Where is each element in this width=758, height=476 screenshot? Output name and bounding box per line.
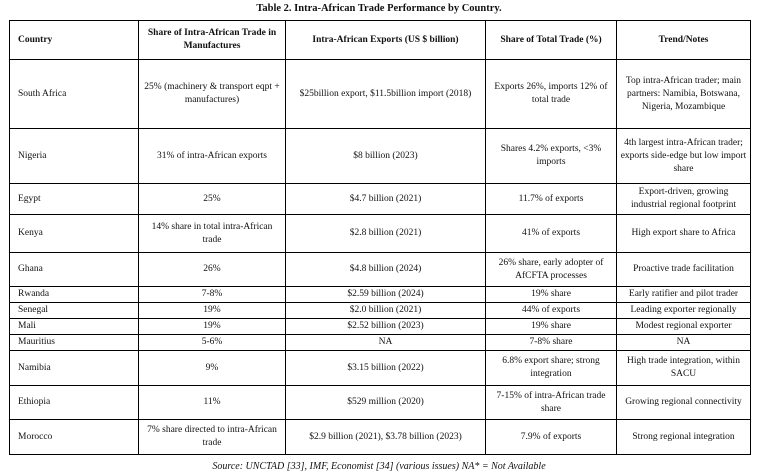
table-row bbox=[10, 215, 751, 253]
cell-country: Mauritius bbox=[10, 335, 139, 351]
cell-total-trade-share: 6.8% export share; strong integration bbox=[486, 351, 617, 386]
cell-total-trade-share: 7-15% of intra-African trade share bbox=[486, 386, 617, 420]
cell-total-trade-share: 7.9% of exports bbox=[486, 420, 617, 455]
cell-manufactures-share: 7% share directed to intra-African trade bbox=[139, 420, 286, 455]
trade-table bbox=[9, 20, 751, 455]
table-row bbox=[10, 351, 751, 386]
cell-manufactures-share: 31% of intra-African exports bbox=[139, 129, 286, 184]
cell-country: Morocco bbox=[10, 420, 139, 455]
table-row bbox=[10, 420, 751, 455]
cell-total-trade-share: 26% share, early adopter of AfCFTA processes bbox=[486, 253, 617, 287]
cell-total-trade-share: 44% of exports bbox=[486, 303, 617, 319]
table-row bbox=[10, 60, 751, 129]
cell-trend-notes: Growing regional connectivity bbox=[617, 386, 751, 420]
cell-exports: $2.9 billion (2021), $3.78 billion (2023) bbox=[286, 420, 486, 455]
header-total-trade-share: Share of Total Trade (%) bbox=[486, 21, 617, 60]
cell-manufactures-share: 11% bbox=[139, 386, 286, 420]
cell-total-trade-share: 11.7% of exports bbox=[486, 184, 617, 215]
cell-country: Nigeria bbox=[10, 129, 139, 184]
cell-exports: $4.8 billion (2024) bbox=[286, 253, 486, 287]
cell-country: Rwanda bbox=[10, 287, 139, 303]
cell-manufactures-share: 25% bbox=[139, 184, 286, 215]
cell-total-trade-share: 19% share bbox=[486, 287, 617, 303]
cell-country: Senegal bbox=[10, 303, 139, 319]
cell-exports: $8 billion (2023) bbox=[286, 129, 486, 184]
cell-exports: $2.52 billion (2023) bbox=[286, 319, 486, 335]
table-row bbox=[10, 319, 751, 335]
table-row bbox=[10, 335, 751, 351]
cell-trend-notes: Strong regional integration bbox=[617, 420, 751, 455]
cell-total-trade-share: 41% of exports bbox=[486, 215, 617, 253]
cell-country: Kenya bbox=[10, 215, 139, 253]
cell-total-trade-share: Shares 4.2% exports, <3% imports bbox=[486, 129, 617, 184]
table-row bbox=[10, 287, 751, 303]
cell-manufactures-share: 25% (machinery & transport eqpt + manufactures) bbox=[139, 60, 286, 129]
cell-manufactures-share: 7-8% bbox=[139, 287, 286, 303]
cell-exports: NA bbox=[286, 335, 486, 351]
table-row bbox=[10, 386, 751, 420]
table-row bbox=[10, 303, 751, 319]
cell-exports: $25billion export, $11.5billion import (2018) bbox=[286, 60, 486, 129]
cell-total-trade-share: Exports 26%, imports 12% of total trade bbox=[486, 60, 617, 129]
cell-exports: $3.15 billion (2022) bbox=[286, 351, 486, 386]
cell-total-trade-share: 19% share bbox=[486, 319, 617, 335]
cell-country: Ethiopia bbox=[10, 386, 139, 420]
cell-trend-notes: Export-driven, growing industrial regional footprint bbox=[617, 184, 751, 215]
cell-trend-notes: Leading exporter regionally bbox=[617, 303, 751, 319]
cell-trend-notes: 4th largest intra-African trader; exports side-edge but low import share bbox=[617, 129, 751, 184]
table-row bbox=[10, 184, 751, 215]
cell-trend-notes: Modest regional exporter bbox=[617, 319, 751, 335]
header-manufactures-share: Share of Intra-African Trade in Manufactures bbox=[139, 21, 286, 60]
cell-manufactures-share: 9% bbox=[139, 351, 286, 386]
cell-manufactures-share: 26% bbox=[139, 253, 286, 287]
cell-exports: $529 million (2020) bbox=[286, 386, 486, 420]
cell-trend-notes: Proactive trade facilitation bbox=[617, 253, 751, 287]
cell-country: South Africa bbox=[10, 60, 139, 129]
header-trend-notes: Trend/Notes bbox=[617, 21, 751, 60]
cell-trend-notes: NA bbox=[617, 335, 751, 351]
cell-country: Ghana bbox=[10, 253, 139, 287]
cell-exports: $2.0 billion (2021) bbox=[286, 303, 486, 319]
table-caption: Table 2. Intra-African Trade Performance by Country. bbox=[256, 3, 502, 14]
cell-manufactures-share: 19% bbox=[139, 319, 286, 335]
cell-manufactures-share: 5-6% bbox=[139, 335, 286, 351]
cell-country: Mali bbox=[10, 319, 139, 335]
cell-manufactures-share: 14% share in total intra-African trade bbox=[139, 215, 286, 253]
cell-trend-notes: Early ratifier and pilot trader bbox=[617, 287, 751, 303]
cell-manufactures-share: 19% bbox=[139, 303, 286, 319]
cell-trend-notes: High export share to Africa bbox=[617, 215, 751, 253]
table-row bbox=[10, 253, 751, 287]
header-country: Country bbox=[10, 21, 139, 60]
cell-trend-notes: Top intra-African trader; main partners: Namibia, Botswana, Nigeria, Mozambique bbox=[617, 60, 751, 129]
cell-country: Namibia bbox=[10, 351, 139, 386]
table-source-note: Source: UNCTAD [33], IMF, Economist [34] (various issues) NA* = Not Available bbox=[212, 461, 546, 472]
header-intra-african-exports: Intra-African Exports (US $ billion) bbox=[286, 21, 486, 60]
table-row bbox=[10, 129, 751, 184]
cell-trend-notes: High trade integration, within SACU bbox=[617, 351, 751, 386]
cell-exports: $4.7 billion (2021) bbox=[286, 184, 486, 215]
table-header-row bbox=[10, 21, 751, 60]
cell-exports: $2.8 billion (2021) bbox=[286, 215, 486, 253]
cell-country: Egypt bbox=[10, 184, 139, 215]
cell-exports: $2.59 billion (2024) bbox=[286, 287, 486, 303]
cell-total-trade-share: 7-8% share bbox=[486, 335, 617, 351]
